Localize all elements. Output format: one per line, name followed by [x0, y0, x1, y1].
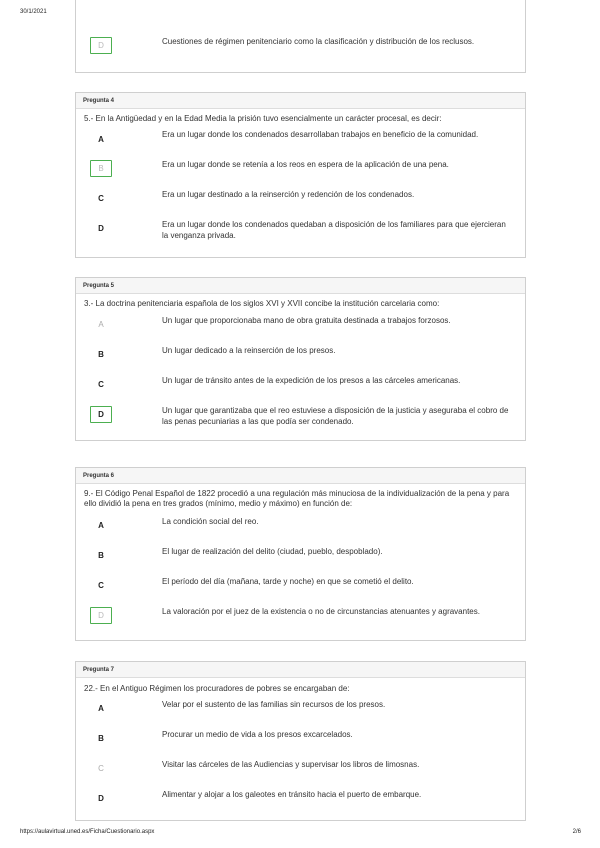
option-letter-d[interactable]: D	[98, 224, 104, 233]
option-letter-a[interactable]: A	[98, 135, 104, 144]
option-letter-a[interactable]: A	[98, 521, 104, 530]
page-number: 2/6	[572, 829, 581, 835]
option-letter-b[interactable]: B	[98, 734, 104, 743]
option-text: El período del día (mañana, tarde y noche) en que se cometió el delito.	[162, 577, 414, 586]
question-card-7	[75, 661, 526, 821]
option-letter-c[interactable]: C	[98, 764, 104, 773]
question-text: 5.- En la Antigüedad y en la Edad Media la prisión tuvo esencialmente un carácter procesal, es decir:	[84, 114, 442, 123]
question-card-6	[75, 467, 526, 641]
option-letter-b[interactable]: B	[90, 160, 112, 177]
option-text: El lugar de realización del delito (ciudad, pueblo, despoblado).	[162, 547, 383, 556]
question-card-4	[75, 92, 526, 258]
option-letter-a[interactable]: A	[98, 320, 104, 329]
option-text: Cuestiones de régimen penitenciario como la clasificación y distribución de los reclusos.	[162, 37, 475, 46]
option-text: Un lugar de tránsito antes de la expedición de los presos a las cárceles americanas.	[162, 376, 461, 385]
question-card-5	[75, 277, 526, 441]
option-letter-d[interactable]: D	[90, 37, 112, 54]
option-text: Un lugar que garantizaba que el reo estuviese a disposición de la justicia y aseguraba el cobro de las penas pecuniarias a las que podía ser condenado.	[162, 406, 509, 426]
option-text: Era un lugar donde se retenía a los reos en espera de la aplicación de una pena.	[162, 160, 449, 169]
option-letter-d[interactable]: D	[90, 607, 112, 624]
option-text: Velar por el sustento de las familias sin recursos de los presos.	[162, 700, 386, 709]
option-letter-c[interactable]: C	[98, 194, 104, 203]
option-text: Un lugar que proporcionaba mano de obra gratuita destinada a trabajos forzosos.	[162, 316, 451, 325]
option-letter-c[interactable]: C	[98, 380, 104, 389]
question-text: 22.- En el Antiguo Régimen los procuradores de pobres se encargaban de:	[84, 684, 350, 693]
option-text: Era un lugar donde los condenados quedaban a disposición de los familiares para que ejercieran la venganza privada.	[162, 220, 506, 240]
option-text: Un lugar dedicado a la reinserción de los presos.	[162, 346, 336, 355]
option-text: La valoración por el juez de la existencia o no de circunstancias atenuantes y agravantes.	[162, 607, 480, 616]
print-date: 30/1/2021	[20, 9, 47, 15]
option-letter-d[interactable]: D	[90, 406, 112, 423]
question-text: 3.- La doctrina penitenciaria española de los siglos XVI y XVII concibe la institución carcelaria como:	[84, 299, 440, 308]
option-letter-c[interactable]: C	[98, 581, 104, 590]
question-card-continued	[75, 0, 526, 73]
option-text: Procurar un medio de vida a los presos excarcelados.	[162, 730, 353, 739]
option-letter-d[interactable]: D	[98, 794, 104, 803]
question-text: 9.- El Código Penal Español de 1822 procedió a una regulación más minuciosa de la individualización de la pena y para ello dividió la pena en tres grados (mínimo, medio y máximo) en función de:	[84, 489, 510, 508]
option-text: Era un lugar destinado a la reinserción y redención de los condenados.	[162, 190, 415, 199]
option-text: Visitar las cárceles de las Audiencias y supervisar los libros de limosnas.	[162, 760, 420, 769]
question-label: Pregunta 6	[76, 468, 525, 484]
option-letter-a[interactable]: A	[98, 704, 104, 713]
question-label: Pregunta 7	[76, 662, 525, 678]
option-letter-b[interactable]: B	[98, 551, 104, 560]
option-text: Era un lugar donde los condenados desarrollaban trabajos en beneficio de la comunidad.	[162, 130, 479, 139]
page-url: https://aulavirtual.uned.es/Ficha/Cuestionario.aspx	[20, 829, 155, 835]
option-text: Alimentar y alojar a los galeotes en tránsito hacia el puerto de embarque.	[162, 790, 422, 799]
option-text: La condición social del reo.	[162, 517, 259, 526]
question-label: Pregunta 4	[76, 93, 525, 109]
question-label: Pregunta 5	[76, 278, 525, 294]
option-letter-b[interactable]: B	[98, 350, 104, 359]
